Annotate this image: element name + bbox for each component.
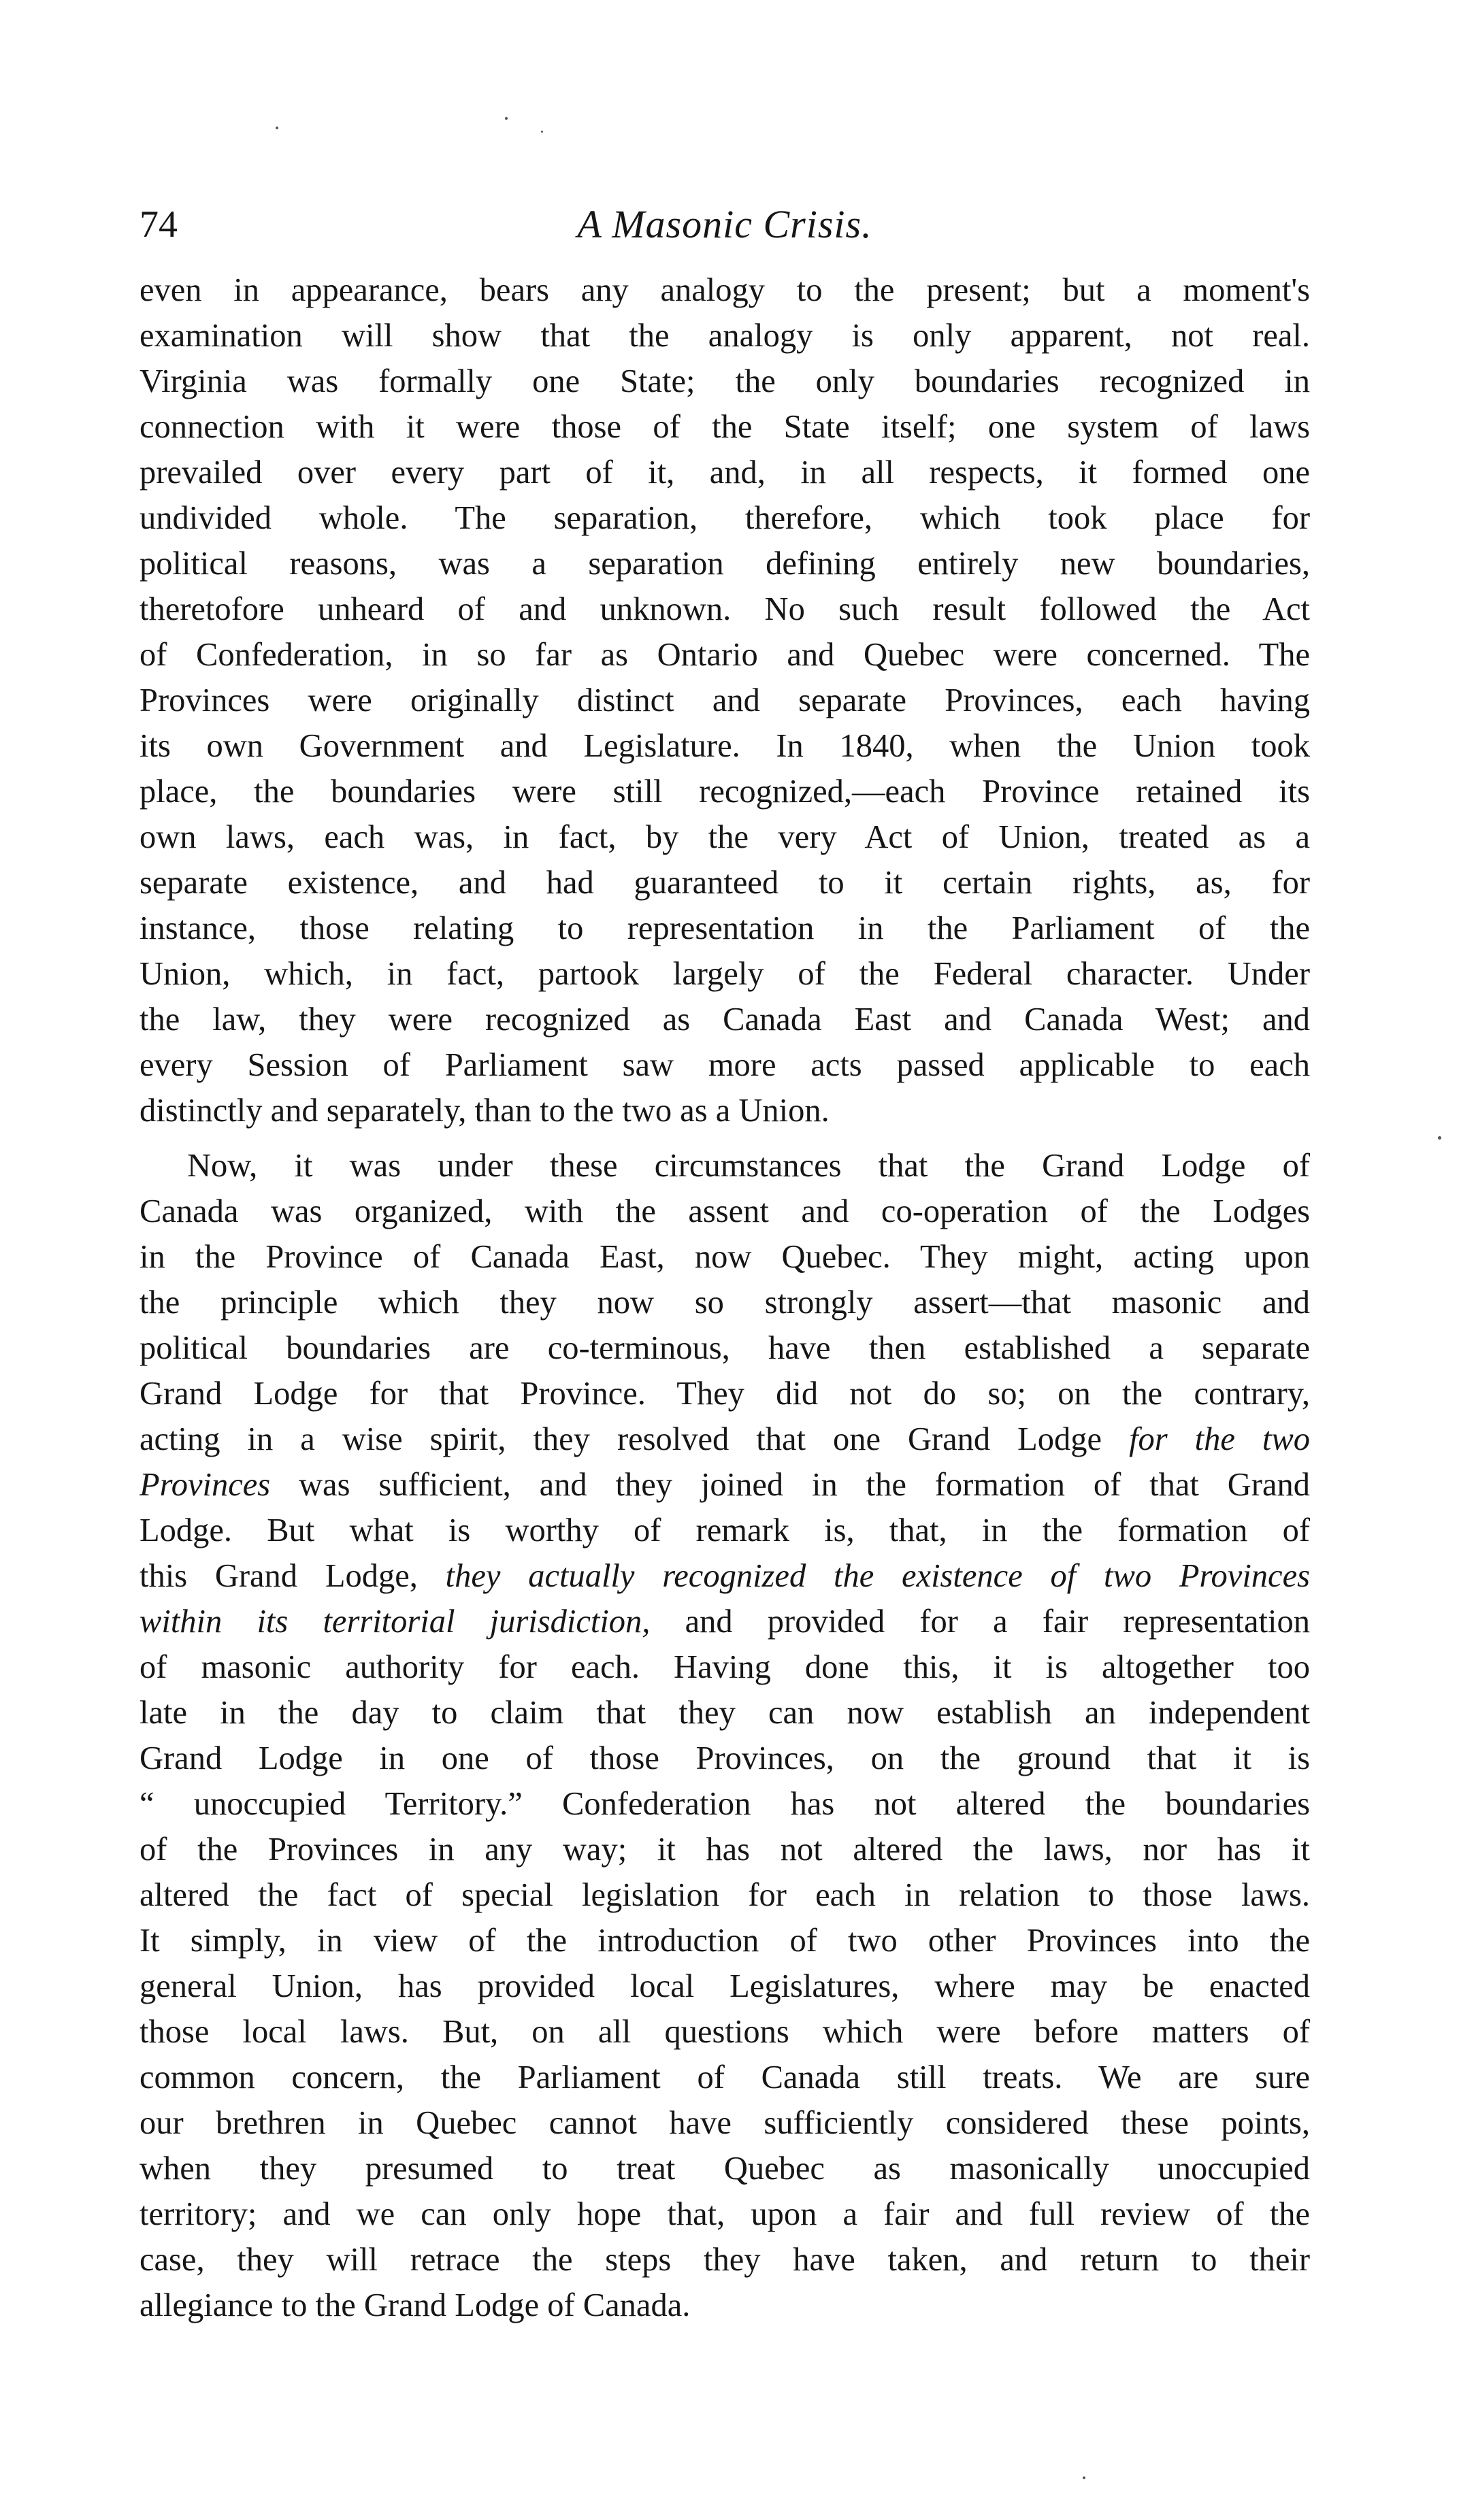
- text-line: political reasons, was a separation defining entirely new boundaries,: [140, 546, 1310, 582]
- text-line: prevailed over every part of it, and, in all respects, it formed one: [140, 454, 1310, 491]
- text-line: when they presumed to treat Quebec as masonically unoccupied: [140, 2151, 1310, 2187]
- text-line: the law, they were recognized as Canada East and Canada West; and: [140, 1001, 1310, 1038]
- text-line: connection with it were those of the State itself; one system of laws: [140, 409, 1310, 445]
- text-line: Provinces was sufficient, and they joined in the formation of that Grand: [140, 1467, 1310, 1503]
- text-line: undivided whole. The separation, therefore, which took place for: [140, 500, 1310, 536]
- text-line: It simply, in view of the introduction of two other Provinces into the: [140, 1923, 1310, 1959]
- text-line: its own Government and Legislature. In 1840, when the Union took: [140, 728, 1310, 764]
- text-line: allegiance to the Grand Lodge of Canada.: [140, 2287, 691, 2323]
- text-line: this Grand Lodge, they actually recognized the existence of two Provinces: [140, 1558, 1310, 1594]
- text-line: place, the boundaries were still recognized,—each Province retained its: [140, 774, 1310, 810]
- text-line: common concern, the Parliament of Canada still treats. We are sure: [140, 2059, 1310, 2095]
- text-line: of Confederation, in so far as Ontario and Quebec were concerned. The: [140, 637, 1310, 673]
- text-line: territory; and we can only hope that, upon a fair and full review of the: [140, 2196, 1310, 2232]
- print-speck: [505, 117, 508, 120]
- text-line: instance, those relating to representation in the Parliament of the: [140, 910, 1310, 946]
- text-line: own laws, each was, in fact, by the very Act of Union, treated as a: [140, 819, 1310, 855]
- text-line: the principle which they now so strongly assert—that masonic and: [140, 1284, 1310, 1321]
- text-line: political boundaries are co-terminous, have then established a separate: [140, 1330, 1310, 1366]
- print-speck: [541, 131, 543, 133]
- print-speck: [276, 127, 278, 129]
- paragraph-2: [140, 1143, 1310, 2328]
- text-line: late in the day to claim that they can now establish an independent: [140, 1695, 1310, 1731]
- text-line: in the Province of Canada East, now Quebec. They might, acting upon: [140, 1239, 1310, 1275]
- text-line: theretofore unheard of and unknown. No such result followed the Act: [140, 591, 1310, 627]
- text-line: those local laws. But, on all questions which were before matters of: [140, 2014, 1310, 2050]
- text-line: examination will show that the analogy is only apparent, not real.: [140, 318, 1310, 354]
- text-line: Virginia was formally one State; the only boundaries recognized in: [140, 363, 1310, 399]
- text-line: Lodge. But what is worthy of remark is, that, in the formation of: [140, 1512, 1310, 1548]
- text-line: Now, it was under these circumstances that the Grand Lodge of: [187, 1148, 1310, 1184]
- running-title: A Masonic Crisis.: [577, 202, 872, 246]
- text-line: Grand Lodge for that Province. They did not do so; on the contrary,: [140, 1376, 1310, 1412]
- text-line: Provinces were originally distinct and separate Provinces, each having: [140, 682, 1310, 718]
- page-header: [140, 197, 1310, 252]
- text-line: Union, which, in fact, partook largely of the Federal character. Under: [140, 956, 1310, 992]
- text-line: general Union, has provided local Legislatures, where may be enacted: [140, 1968, 1310, 2004]
- text-line: altered the fact of special legislation for each in relation to those laws.: [140, 1877, 1310, 1913]
- text-line: within its territorial jurisdiction, and provided for a fair representation: [140, 1604, 1310, 1640]
- text-line: Grand Lodge in one of those Provinces, on the ground that it is: [140, 1740, 1310, 1776]
- page-number: 74: [140, 203, 178, 246]
- paragraph-1: [140, 267, 1310, 1133]
- text-line: of the Provinces in any way; it has not altered the laws, nor has it: [140, 1831, 1310, 1868]
- text-line: of masonic authority for each. Having done this, it is altogether too: [140, 1649, 1310, 1685]
- text-line: every Session of Parliament saw more acts passed applicable to each: [140, 1047, 1310, 1083]
- text-line: acting in a wise spirit, they resolved that one Grand Lodge for the two: [140, 1421, 1310, 1457]
- print-speck: [1083, 2476, 1085, 2479]
- text-line: “ unoccupied Territory.” Confederation has not altered the boundaries: [140, 1786, 1310, 1822]
- text-line: separate existence, and had guaranteed to it certain rights, as, for: [140, 865, 1310, 901]
- text-line: distinctly and separately, than to the two as a Union.: [140, 1093, 830, 1129]
- body-text: [140, 267, 1310, 2328]
- print-speck: [1438, 1136, 1441, 1140]
- text-line: our brethren in Quebec cannot have sufficiently considered these points,: [140, 2105, 1310, 2141]
- text-line: case, they will retrace the steps they have taken, and return to their: [140, 2242, 1310, 2278]
- text-line: Canada was organized, with the assent and co-operation of the Lodges: [140, 1193, 1310, 1229]
- text-line: even in appearance, bears any analogy to the present; but a moment's: [140, 272, 1310, 308]
